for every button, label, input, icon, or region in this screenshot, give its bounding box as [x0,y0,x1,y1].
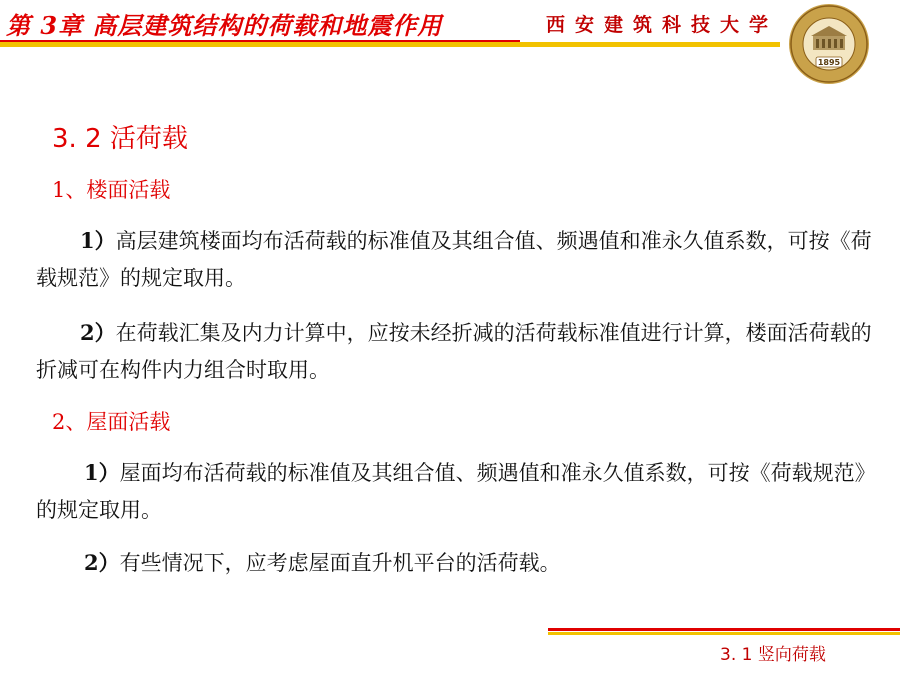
seal-year: 1895 [817,58,841,67]
roof-item-1-number: 1） [84,460,120,485]
roof-item-2 [36,544,876,582]
chapter-title: 第 3章 高层建筑结构的荷载和地震作用 [6,11,443,40]
header-rule-yellow [0,42,780,47]
university-seal-icon [787,2,871,86]
footer-rule-yellow [548,632,900,635]
floor-item-1-number: 1） [80,228,116,253]
floor-item-1-text: 高层建筑楼面均布活荷载的标准值及其组合值、频遇值和准永久值系数，可按《荷载规范》的规定取用。 [36,229,872,290]
university-name: 西安建筑科技大学 [546,14,779,36]
roof-item-1-text: 屋面均布活荷载的标准值及其组合值、频遇值和准永久值系数，可按《荷载规范》的规定取用。 [36,461,876,522]
section-title: 3. 2 活荷载 [52,124,188,154]
floor-item-2 [36,314,876,389]
roof-item-1 [36,454,876,529]
floor-item-1 [36,222,876,297]
roof-item-2-text: 有些情况下，应考虑屋面直升机平台的活荷载。 [119,551,561,575]
footer-section-label: 3. 1 竖向荷载 [720,645,826,665]
roof-item-2-number: 2） [84,550,120,575]
roof-live-load-heading: 2、屋面活载 [52,410,171,434]
floor-item-2-number: 2） [80,320,116,345]
floor-live-load-heading: 1、楼面活载 [52,178,171,202]
floor-item-2-text: 在荷载汇集及内力计算中，应按未经折减的活荷载标准值进行计算，楼面活荷载的折减可在构件内力组合时取用。 [36,321,872,382]
footer-rule-red [548,628,900,631]
